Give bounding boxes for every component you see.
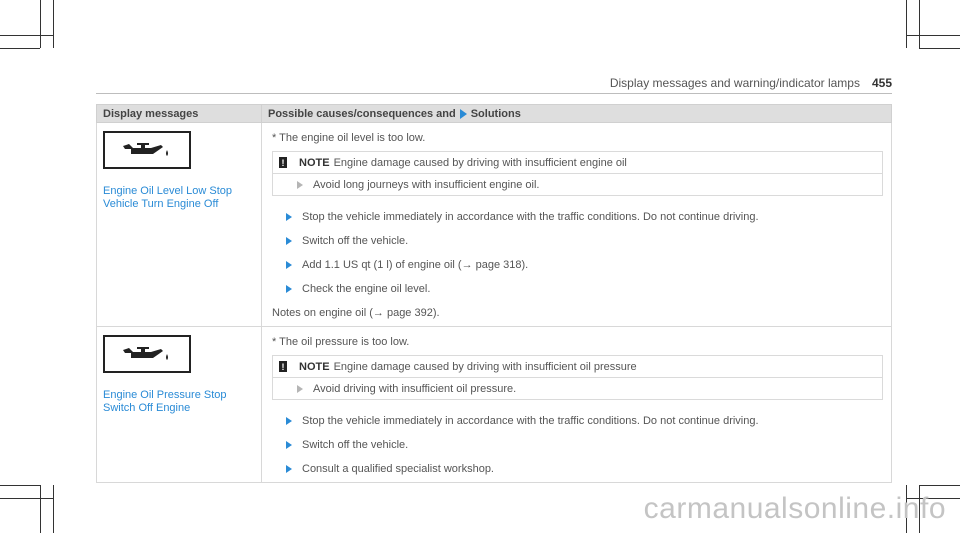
watermark: carmanualsonline.info [643, 492, 946, 525]
solution-step: Consult a qualified specialist workshop. [272, 462, 883, 476]
arrow-right-icon [297, 385, 303, 393]
crop-mark [0, 35, 53, 36]
crop-mark [40, 0, 41, 48]
arrow-right-icon [286, 261, 292, 269]
solution-step: Check the engine oil level. [272, 282, 883, 296]
solution-cell [262, 123, 892, 327]
note-text: Engine damage caused by driving with insufficient oil pressure [333, 360, 637, 373]
crop-mark [0, 48, 40, 49]
crop-mark [53, 485, 54, 533]
crop-mark [0, 498, 53, 499]
table-row [97, 123, 892, 327]
solution-step: Stop the vehicle immediately in accordance with the traffic conditions. Do not continue driving. [272, 210, 883, 224]
note-action: Avoid long journeys with insufficient engine oil. [313, 178, 540, 191]
solution-step: Switch off the vehicle. [272, 438, 883, 452]
crop-mark [906, 0, 907, 48]
arrow-right-icon [297, 181, 303, 189]
solution-step: Stop the vehicle immediately in accordance with the traffic conditions. Do not continue driving. [272, 414, 883, 428]
crop-mark [40, 485, 41, 533]
page-header [610, 76, 892, 90]
message-cell [97, 123, 262, 327]
solution-step: Switch off the vehicle. [272, 234, 883, 248]
display-message: Engine Oil Level Low Stop Vehicle Turn Engine Off [103, 185, 233, 210]
arrow-right-icon [286, 417, 292, 425]
page-number: 455 [871, 76, 892, 90]
arrow-right-icon [286, 465, 292, 473]
header-divider [96, 93, 892, 94]
column-header-causes: Possible causes/consequences and Solutions [262, 105, 892, 123]
section-title: Display messages and warning/indicator lamps [609, 76, 860, 90]
display-message: Engine Oil Pressure Stop Switch Off Engine [103, 389, 227, 414]
solution-cell [262, 327, 892, 483]
oil-can-icon [103, 335, 191, 373]
warning-icon: ! [279, 361, 287, 372]
note-label: NOTE [299, 156, 330, 169]
crop-mark [919, 485, 960, 486]
message-cell [97, 327, 262, 483]
cause-text: * The oil pressure is too low. [272, 336, 410, 348]
crop-mark [53, 0, 54, 48]
reference-text: Notes on engine oil (→ page 392). [272, 307, 440, 319]
table-row [97, 327, 892, 483]
crop-mark [919, 48, 960, 49]
crop-mark [906, 35, 960, 36]
arrow-right-icon [286, 237, 292, 245]
arrow-right-icon [286, 285, 292, 293]
crop-mark [0, 485, 40, 486]
solution-step: Add 1.1 US qt (1 l) of engine oil (→ page 318). [272, 258, 883, 272]
table-header-row [97, 105, 892, 123]
crop-mark [919, 0, 920, 48]
note-text: Engine damage caused by driving with insufficient engine oil [333, 156, 627, 169]
column-header-display-messages: Display messages [97, 105, 262, 123]
oil-can-icon [103, 131, 191, 169]
note-action: Avoid driving with insufficient oil pressure. [313, 382, 517, 395]
display-messages-table [96, 104, 892, 483]
arrow-right-icon [460, 109, 467, 119]
note-label: NOTE [299, 360, 330, 373]
cause-text: * The engine oil level is too low. [272, 132, 426, 144]
warning-icon: ! [279, 157, 287, 168]
arrow-right-icon [286, 213, 292, 221]
arrow-right-icon [286, 441, 292, 449]
note-box [272, 355, 883, 400]
note-box [272, 151, 883, 196]
